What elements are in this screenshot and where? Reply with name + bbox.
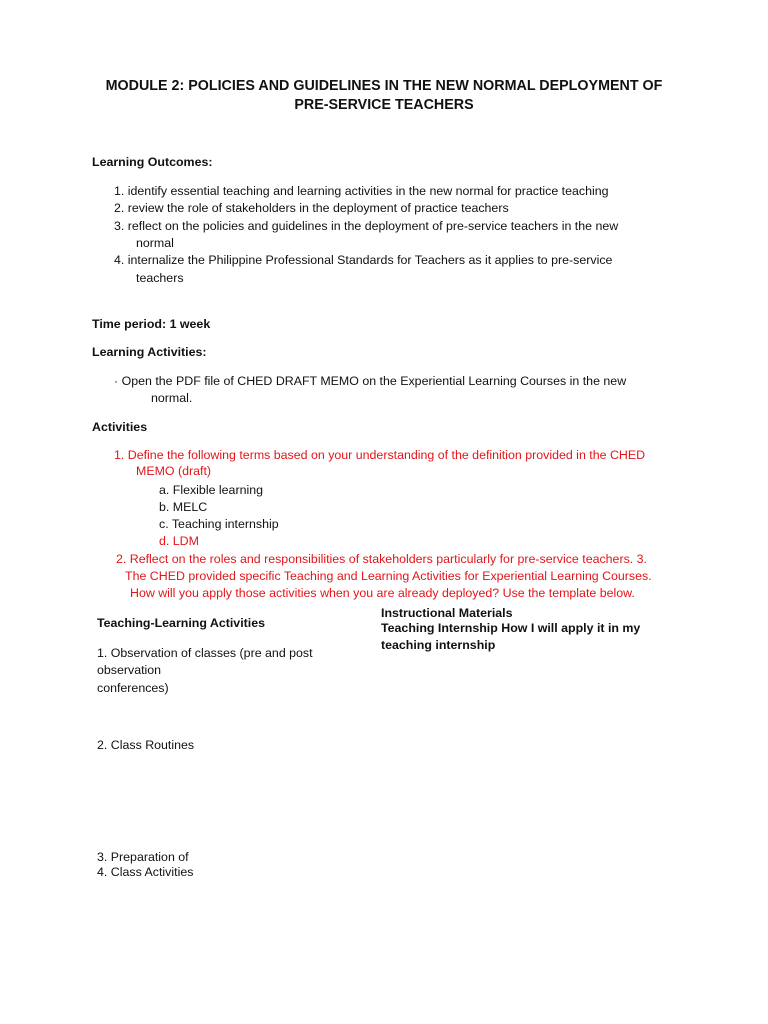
template-row-observation-line-3: conferences) — [97, 681, 169, 695]
template-column-1-header: Teaching-Learning Activities — [97, 616, 265, 630]
term-melc: b. MELC — [159, 500, 208, 514]
activity-2-instruction-line-3: How will you apply those activities when you are already deployed? Use the template below. — [130, 586, 635, 600]
learning-activities-heading: Learning Activities: — [92, 345, 207, 359]
outcome-1: 1. identify essential teaching and learning activities in the new normal for practice teaching — [114, 184, 609, 198]
learning-activity-bullet-continued: normal. — [151, 391, 193, 405]
template-column-2-header-line-1: Instructional Materials — [381, 606, 513, 620]
outcome-3-continued: normal — [136, 236, 174, 250]
term-teaching-internship: c. Teaching internship — [159, 517, 279, 531]
template-row-class-routines: 2. Class Routines — [97, 738, 195, 752]
activity-1-instruction-continued: MEMO (draft) — [136, 464, 212, 478]
learning-outcomes-heading: Learning Outcomes: — [92, 155, 213, 169]
activity-2-instruction: 2. Reflect on the roles and responsibilities of stakeholders particularly for pre-service teachers. 3. — [116, 552, 647, 566]
activities-heading: Activities — [92, 420, 148, 434]
term-flexible-learning: a. Flexible learning — [159, 483, 264, 497]
activity-2-instruction-line-2: The CHED provided specific Teaching and Learning Activities for Experiential Learning Courses. — [125, 569, 652, 583]
outcome-4-continued: teachers — [136, 271, 184, 285]
learning-activity-bullet: · Open the PDF file of CHED DRAFT MEMO on the Experiential Learning Courses in the new — [114, 374, 627, 388]
module-title-line-2: PRE-SERVICE TEACHERS — [294, 97, 474, 113]
outcome-4: 4. internalize the Philippine Professional Standards for Teachers as it applies to pre-service — [114, 253, 613, 267]
module-title-line-1: MODULE 2: POLICIES AND GUIDELINES IN THE NEW NORMAL DEPLOYMENT OF — [105, 78, 663, 94]
module-title — [60, 77, 708, 115]
template-row-preparation: 3. Preparation of — [97, 850, 189, 864]
activity-1-instruction: 1. Define the following terms based on your understanding of the definition provided in the CHED — [114, 448, 646, 462]
template-row-class-activities: 4. Class Activities — [97, 865, 194, 879]
term-ldm: d. LDM — [159, 534, 199, 548]
time-period: Time period: 1 week — [92, 317, 211, 331]
outcome-3: 3. reflect on the policies and guidelines in the deployment of pre-service teachers in the new — [114, 219, 619, 233]
outcome-2: 2. review the role of stakeholders in the deployment of practice teachers — [114, 201, 509, 215]
template-row-observation: 1. Observation of classes (pre and post — [97, 646, 313, 660]
template-row-observation-line-2: observation — [97, 663, 162, 677]
template-column-2-header-line-2: Teaching Internship How I will apply it in my — [381, 621, 641, 635]
template-column-2-header-line-3: teaching internship — [381, 638, 496, 652]
